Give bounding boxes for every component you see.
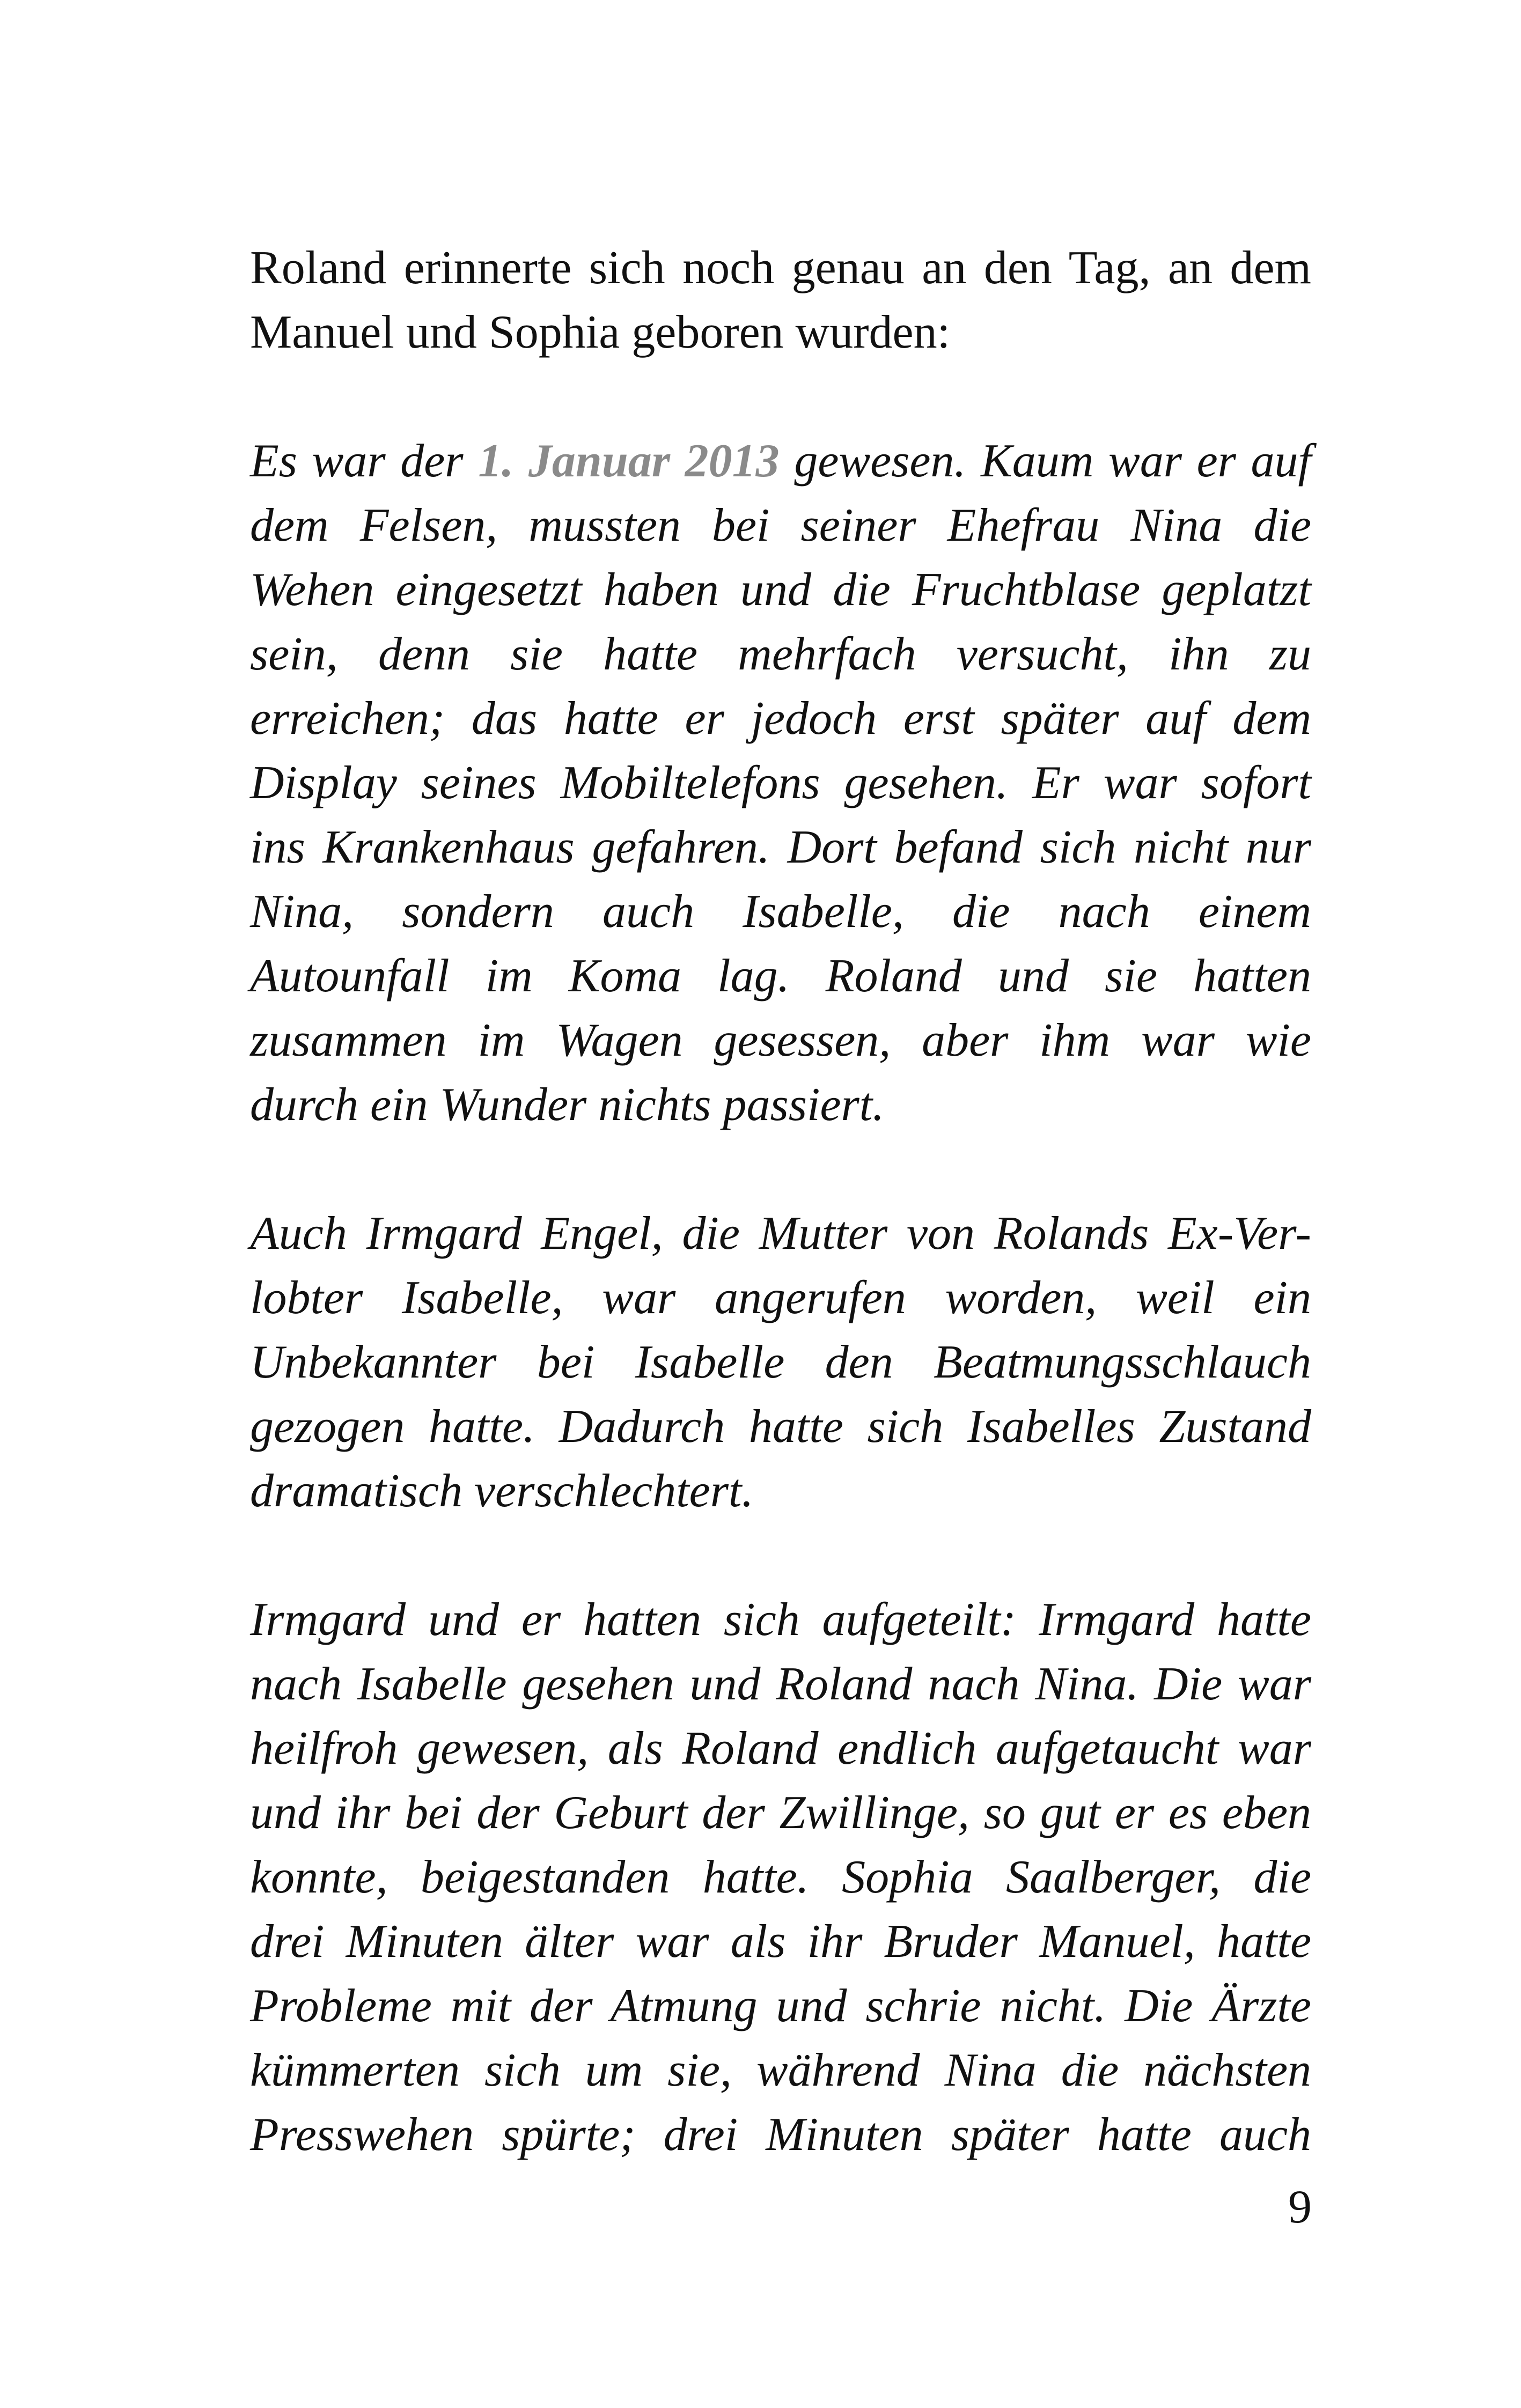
paragraph-2 <box>250 429 1311 1137</box>
text-line: und ihr bei der Geburt der Zwillinge, so gut er es eben <box>250 1787 1311 1839</box>
text-line: Unbekannter bei Isabelle den Beatmungsschlauch <box>250 1336 1311 1388</box>
text-line: Autounfall im Koma lag. Roland und sie hatten <box>250 950 1311 1002</box>
text-line: nach Isabelle gesehen und Roland nach Nina. Die war <box>250 1658 1311 1710</box>
text-line: durch ein Wunder nichts passiert. <box>250 1079 885 1131</box>
paragraph-3 <box>250 1202 1311 1523</box>
text-line: kümmerten sich um sie, während Nina die nächsten <box>250 2044 1311 2096</box>
text-line: ins Krankenhaus gefahren. Dort befand sich nicht nur <box>250 821 1311 873</box>
text-line: drei Minuten älter war als ihr Bruder Manuel, hatte <box>250 1916 1311 1968</box>
paragraph-1 <box>250 236 1311 365</box>
text-line: Display seines Mobiltelefons gesehen. Er war sofort <box>250 757 1311 809</box>
text-line: Wehen eingesetzt haben und die Fruchtblase geplatzt <box>250 564 1311 616</box>
paragraph-4 <box>250 1588 1311 2167</box>
text-line: heilfroh gewesen, als Roland endlich aufgetaucht war <box>250 1722 1311 1774</box>
text-line: Nina, sondern auch Isabelle, die nach einem <box>250 886 1311 938</box>
text-fragment: Es war der <box>250 435 479 487</box>
text-line: zusammen im Wagen gesessen, aber ihm war wie <box>250 1014 1311 1066</box>
highlighted-date: 1. Januar 2013 <box>478 435 780 487</box>
text-line: konnte, beigestanden hatte. Sophia Saalberger, die <box>250 1851 1311 1903</box>
text-line: lobter Isabelle, war angerufen worden, weil ein <box>250 1272 1311 1324</box>
text-line: Manuel und Sophia geboren wurden: <box>250 306 951 358</box>
text-line: Irmgard und er hatten sich aufgeteilt: Irmgard hatte <box>250 1594 1311 1646</box>
text-line: Roland erinnerte sich noch genau an den Tag, an dem <box>250 242 1311 294</box>
text-line: dem Felsen, mussten bei seiner Ehefrau Nina die <box>250 499 1311 551</box>
text-line <box>250 429 1311 494</box>
page-body <box>250 236 1311 2232</box>
text-fragment: gewesen. Kaum war er auf <box>779 435 1312 487</box>
text-line: sein, denn sie hatte mehrfach versucht, ihn zu <box>250 628 1311 680</box>
text-line: gezogen hatte. Dadurch hatte sich Isabelles Zustand <box>250 1401 1311 1453</box>
text-line: dramatisch verschlechtert. <box>250 1465 754 1517</box>
text-line: Probleme mit der Atmung und schrie nicht. Die Ärzte <box>250 1980 1311 2032</box>
text-line: Presswehen spürte; drei Minuten später hatte auch <box>250 2109 1311 2161</box>
text-line: Auch Irmgard Engel, die Mutter von Rolands Ex-Ver- <box>250 1207 1311 1260</box>
text-line: erreichen; das hatte er jedoch erst später auf dem <box>250 693 1311 745</box>
page-number: 9 <box>1288 2181 1312 2233</box>
